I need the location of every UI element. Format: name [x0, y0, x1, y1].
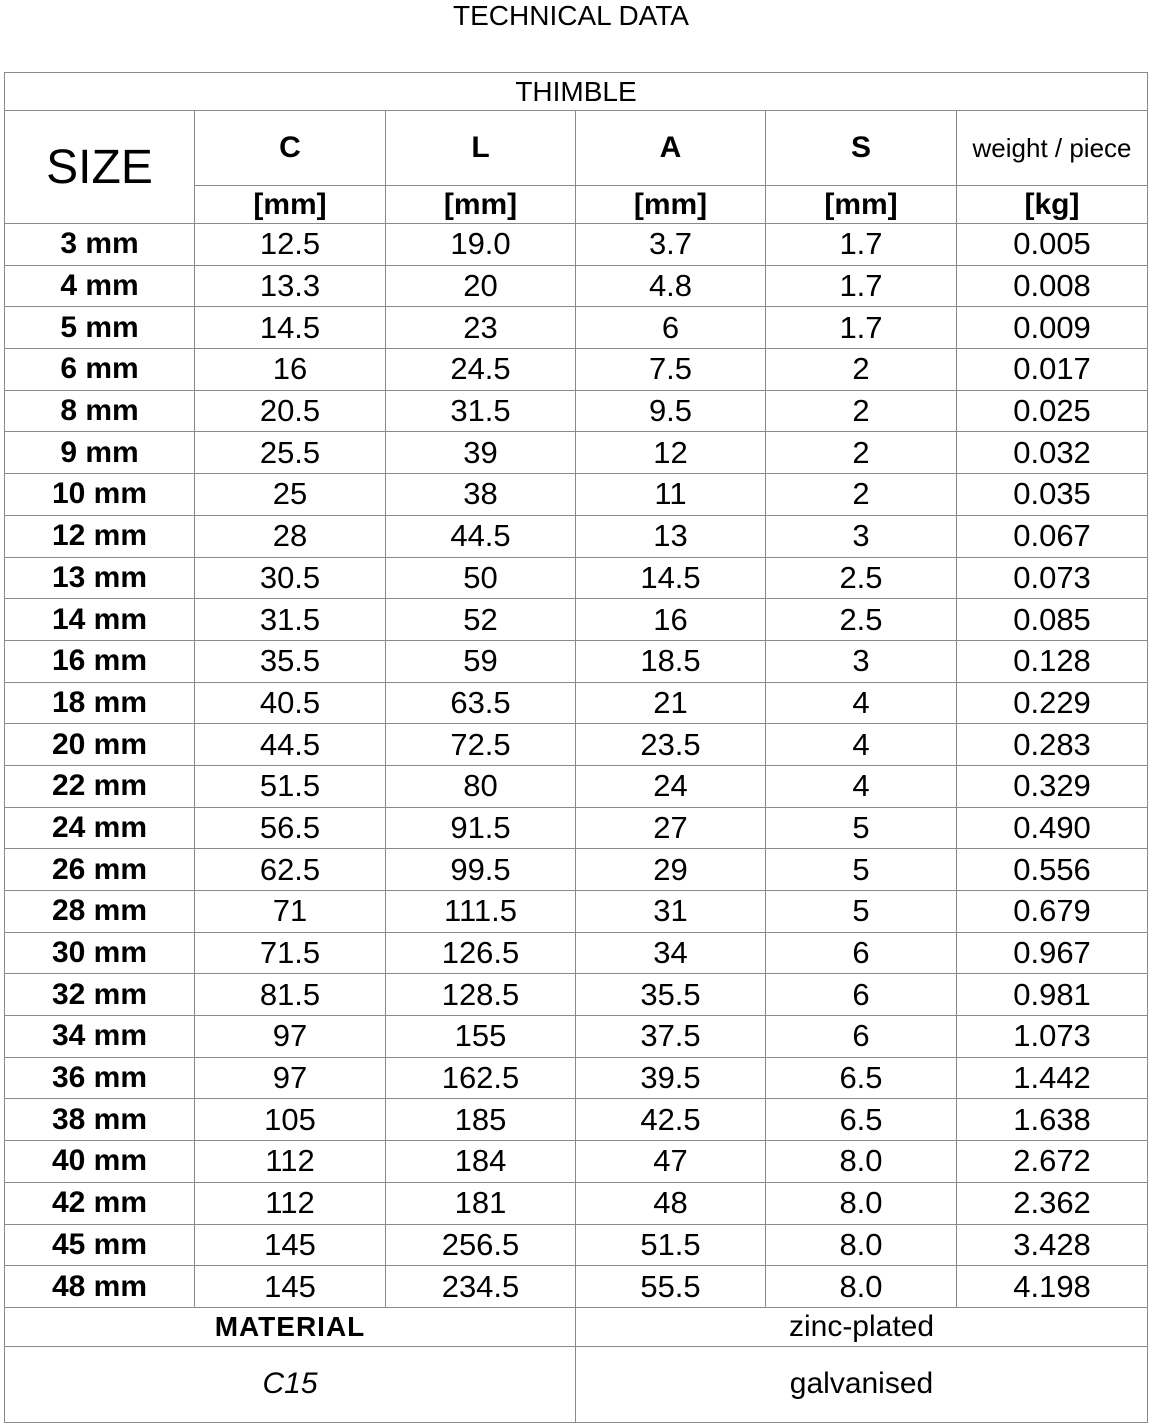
- size-cell: 3 mm: [5, 224, 195, 266]
- value-cell: 2.5: [766, 599, 957, 641]
- value-cell: 14.5: [195, 307, 386, 349]
- value-cell: 0.067: [957, 515, 1148, 557]
- value-cell: 4.198: [957, 1266, 1148, 1308]
- size-cell: 5 mm: [5, 307, 195, 349]
- value-cell: 1.442: [957, 1057, 1148, 1099]
- value-cell: 24: [576, 765, 766, 807]
- table-row: [5, 682, 1148, 724]
- table-row: [5, 515, 1148, 557]
- value-cell: 184: [386, 1141, 576, 1183]
- value-cell: 3: [766, 640, 957, 682]
- column-header-a: A: [576, 111, 766, 186]
- value-cell: 0.005: [957, 224, 1148, 266]
- value-cell: 24.5: [386, 349, 576, 391]
- value-cell: 40.5: [195, 682, 386, 724]
- value-cell: 12.5: [195, 224, 386, 266]
- value-cell: 0.009: [957, 307, 1148, 349]
- value-cell: 71: [195, 891, 386, 933]
- table-caption: THIMBLE: [5, 73, 1148, 111]
- size-cell: 4 mm: [5, 265, 195, 307]
- table-row: [5, 1057, 1148, 1099]
- material-value: C15: [5, 1346, 576, 1422]
- table-row: [5, 932, 1148, 974]
- value-cell: 5: [766, 807, 957, 849]
- value-cell: 256.5: [386, 1224, 576, 1266]
- size-cell: 8 mm: [5, 390, 195, 432]
- value-cell: 155: [386, 1016, 576, 1058]
- size-cell: 36 mm: [5, 1057, 195, 1099]
- value-cell: 112: [195, 1182, 386, 1224]
- value-cell: 39: [386, 432, 576, 474]
- value-cell: 81.5: [195, 974, 386, 1016]
- value-cell: 35.5: [195, 640, 386, 682]
- size-cell: 12 mm: [5, 515, 195, 557]
- unit-s: [mm]: [766, 186, 957, 224]
- unit-l: [mm]: [386, 186, 576, 224]
- value-cell: 0.085: [957, 599, 1148, 641]
- size-cell: 13 mm: [5, 557, 195, 599]
- material-value-row: [5, 1346, 1148, 1422]
- table-row: [5, 1099, 1148, 1141]
- size-cell: 16 mm: [5, 640, 195, 682]
- value-cell: 0.490: [957, 807, 1148, 849]
- unit-weight: [kg]: [957, 186, 1148, 224]
- value-cell: 6: [576, 307, 766, 349]
- value-cell: 20: [386, 265, 576, 307]
- column-header-l: L: [386, 111, 576, 186]
- value-cell: 18.5: [576, 640, 766, 682]
- table-row: [5, 557, 1148, 599]
- value-cell: 7.5: [576, 349, 766, 391]
- value-cell: 5: [766, 849, 957, 891]
- value-cell: 8.0: [766, 1266, 957, 1308]
- value-cell: 162.5: [386, 1057, 576, 1099]
- size-cell: 10 mm: [5, 474, 195, 516]
- value-cell: 16: [195, 349, 386, 391]
- value-cell: 0.073: [957, 557, 1148, 599]
- value-cell: 48: [576, 1182, 766, 1224]
- value-cell: 14.5: [576, 557, 766, 599]
- value-cell: 0.329: [957, 765, 1148, 807]
- value-cell: 23: [386, 307, 576, 349]
- value-cell: 25: [195, 474, 386, 516]
- value-cell: 34: [576, 932, 766, 974]
- table-row: [5, 265, 1148, 307]
- value-cell: 2.5: [766, 557, 957, 599]
- value-cell: 55.5: [576, 1266, 766, 1308]
- value-cell: 2: [766, 432, 957, 474]
- value-cell: 47: [576, 1141, 766, 1183]
- value-cell: 5: [766, 891, 957, 933]
- value-cell: 62.5: [195, 849, 386, 891]
- value-cell: 1.073: [957, 1016, 1148, 1058]
- value-cell: 71.5: [195, 932, 386, 974]
- value-cell: 0.679: [957, 891, 1148, 933]
- material-row: [5, 1307, 1148, 1346]
- table-row: [5, 432, 1148, 474]
- value-cell: 112: [195, 1141, 386, 1183]
- size-cell: 32 mm: [5, 974, 195, 1016]
- value-cell: 8.0: [766, 1182, 957, 1224]
- value-cell: 0.229: [957, 682, 1148, 724]
- caption-row: [5, 73, 1148, 111]
- size-cell: 18 mm: [5, 682, 195, 724]
- size-header: SIZE: [5, 111, 195, 224]
- table-row: [5, 1016, 1148, 1058]
- size-cell: 28 mm: [5, 891, 195, 933]
- value-cell: 72.5: [386, 724, 576, 766]
- value-cell: 59: [386, 640, 576, 682]
- value-cell: 20.5: [195, 390, 386, 432]
- table-row: [5, 974, 1148, 1016]
- page-title: TECHNICAL DATA: [453, 0, 689, 31]
- value-cell: 6.5: [766, 1099, 957, 1141]
- value-cell: 6.5: [766, 1057, 957, 1099]
- header-row: [5, 111, 1148, 186]
- value-cell: 0.017: [957, 349, 1148, 391]
- value-cell: 31.5: [195, 599, 386, 641]
- value-cell: 23.5: [576, 724, 766, 766]
- value-cell: 4: [766, 682, 957, 724]
- value-cell: 13: [576, 515, 766, 557]
- value-cell: 1.7: [766, 265, 957, 307]
- value-cell: 9.5: [576, 390, 766, 432]
- table-row: [5, 224, 1148, 266]
- size-cell: 34 mm: [5, 1016, 195, 1058]
- value-cell: 13.3: [195, 265, 386, 307]
- value-cell: 4: [766, 724, 957, 766]
- value-cell: 0.008: [957, 265, 1148, 307]
- value-cell: 3: [766, 515, 957, 557]
- value-cell: 4.8: [576, 265, 766, 307]
- value-cell: 12: [576, 432, 766, 474]
- value-cell: 51.5: [576, 1224, 766, 1266]
- value-cell: 0.556: [957, 849, 1148, 891]
- value-cell: 6: [766, 974, 957, 1016]
- table-row: [5, 349, 1148, 391]
- value-cell: 80: [386, 765, 576, 807]
- value-cell: 8.0: [766, 1141, 957, 1183]
- value-cell: 4: [766, 765, 957, 807]
- table-row: [5, 390, 1148, 432]
- table-row: [5, 474, 1148, 516]
- column-header-weight: weight / piece: [957, 111, 1148, 186]
- table-row: [5, 1141, 1148, 1183]
- value-cell: 16: [576, 599, 766, 641]
- value-cell: 11: [576, 474, 766, 516]
- value-cell: 0.981: [957, 974, 1148, 1016]
- value-cell: 234.5: [386, 1266, 576, 1308]
- material-label: MATERIAL: [5, 1307, 576, 1346]
- size-cell: 22 mm: [5, 765, 195, 807]
- size-cell: 6 mm: [5, 349, 195, 391]
- value-cell: 19.0: [386, 224, 576, 266]
- unit-c: [mm]: [195, 186, 386, 224]
- value-cell: 44.5: [386, 515, 576, 557]
- size-cell: 38 mm: [5, 1099, 195, 1141]
- column-header-c: C: [195, 111, 386, 186]
- value-cell: 126.5: [386, 932, 576, 974]
- value-cell: 44.5: [195, 724, 386, 766]
- value-cell: 8.0: [766, 1224, 957, 1266]
- finish-galvanised: galvanised: [576, 1346, 1148, 1422]
- value-cell: 30.5: [195, 557, 386, 599]
- table-row: [5, 599, 1148, 641]
- value-cell: 128.5: [386, 974, 576, 1016]
- value-cell: 105: [195, 1099, 386, 1141]
- value-cell: 0.025: [957, 390, 1148, 432]
- value-cell: 0.032: [957, 432, 1148, 474]
- value-cell: 97: [195, 1016, 386, 1058]
- value-cell: 97: [195, 1057, 386, 1099]
- value-cell: 3.7: [576, 224, 766, 266]
- value-cell: 28: [195, 515, 386, 557]
- value-cell: 27: [576, 807, 766, 849]
- value-cell: 181: [386, 1182, 576, 1224]
- value-cell: 145: [195, 1224, 386, 1266]
- value-cell: 145: [195, 1266, 386, 1308]
- value-cell: 1.638: [957, 1099, 1148, 1141]
- value-cell: 56.5: [195, 807, 386, 849]
- value-cell: 2: [766, 474, 957, 516]
- value-cell: 111.5: [386, 891, 576, 933]
- table-row: [5, 891, 1148, 933]
- value-cell: 185: [386, 1099, 576, 1141]
- value-cell: 2.362: [957, 1182, 1148, 1224]
- value-cell: 2: [766, 390, 957, 432]
- technical-data-table: [4, 72, 1148, 1423]
- size-cell: 45 mm: [5, 1224, 195, 1266]
- size-cell: 9 mm: [5, 432, 195, 474]
- size-cell: 48 mm: [5, 1266, 195, 1308]
- table-row: [5, 1224, 1148, 1266]
- table-row: [5, 807, 1148, 849]
- value-cell: 38: [386, 474, 576, 516]
- value-cell: 0.035: [957, 474, 1148, 516]
- value-cell: 25.5: [195, 432, 386, 474]
- value-cell: 6: [766, 932, 957, 974]
- size-cell: 40 mm: [5, 1141, 195, 1183]
- size-cell: 26 mm: [5, 849, 195, 891]
- value-cell: 91.5: [386, 807, 576, 849]
- value-cell: 31: [576, 891, 766, 933]
- value-cell: 35.5: [576, 974, 766, 1016]
- value-cell: 6: [766, 1016, 957, 1058]
- value-cell: 2.672: [957, 1141, 1148, 1183]
- value-cell: 50: [386, 557, 576, 599]
- size-cell: 14 mm: [5, 599, 195, 641]
- finish-zinc-plated: zinc-plated: [576, 1307, 1148, 1346]
- value-cell: 39.5: [576, 1057, 766, 1099]
- value-cell: 0.128: [957, 640, 1148, 682]
- value-cell: 1.7: [766, 307, 957, 349]
- table-row: [5, 307, 1148, 349]
- table-row: [5, 1266, 1148, 1308]
- column-header-s: S: [766, 111, 957, 186]
- value-cell: 0.967: [957, 932, 1148, 974]
- size-cell: 42 mm: [5, 1182, 195, 1224]
- table-row: [5, 849, 1148, 891]
- size-cell: 30 mm: [5, 932, 195, 974]
- size-cell: 20 mm: [5, 724, 195, 766]
- value-cell: 42.5: [576, 1099, 766, 1141]
- value-cell: 31.5: [386, 390, 576, 432]
- value-cell: 99.5: [386, 849, 576, 891]
- value-cell: 63.5: [386, 682, 576, 724]
- size-cell: 24 mm: [5, 807, 195, 849]
- value-cell: 1.7: [766, 224, 957, 266]
- table-row: [5, 1182, 1148, 1224]
- value-cell: 51.5: [195, 765, 386, 807]
- value-cell: 29: [576, 849, 766, 891]
- value-cell: 52: [386, 599, 576, 641]
- value-cell: 2: [766, 349, 957, 391]
- value-cell: 21: [576, 682, 766, 724]
- value-cell: 37.5: [576, 1016, 766, 1058]
- table-row: [5, 640, 1148, 682]
- value-cell: 0.283: [957, 724, 1148, 766]
- table-row: [5, 724, 1148, 766]
- unit-a: [mm]: [576, 186, 766, 224]
- value-cell: 3.428: [957, 1224, 1148, 1266]
- table-row: [5, 765, 1148, 807]
